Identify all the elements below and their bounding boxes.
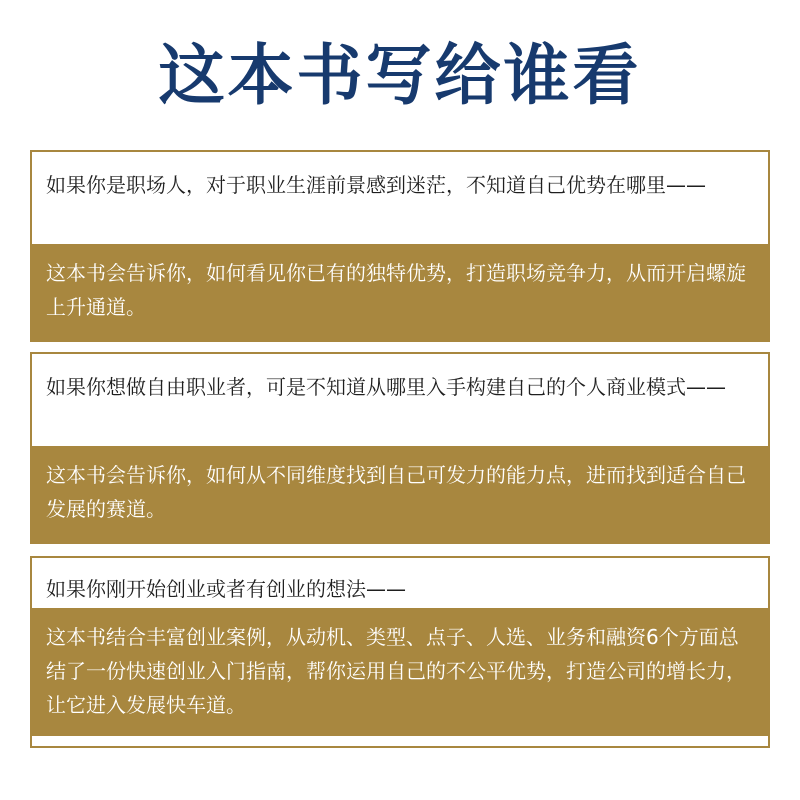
card-answer: 这本书会告诉你，如何看见你已有的独特优势，打造职场竞争力，从而开启螺旋上升通道。: [32, 244, 768, 342]
audience-card-freelancer: [30, 352, 770, 544]
card-answer: 这本书结合丰富创业案例，从动机、类型、点子、人选、业务和融资6个方面总结了一份快速创业入门指南，帮你运用自己的不公平优势，打造公司的增长力，让它进入发展快车道。: [32, 608, 768, 736]
audience-card-entrepreneur: [30, 556, 770, 748]
card-answer: 这本书会告诉你，如何从不同维度找到自己可发力的能力点，进而找到适合自己发展的赛道。: [32, 446, 768, 544]
card-question: 如果你是职场人，对于职业生涯前景感到迷茫，不知道自己优势在哪里——: [32, 152, 768, 244]
card-question: 如果你刚开始创业或者有创业的想法——: [32, 558, 768, 608]
page-title: 这本书写给谁看: [158, 37, 642, 114]
audience-card-career: [30, 150, 770, 342]
card-question: 如果你想做自由职业者，可是不知道从哪里入手构建自己的个人商业模式——: [32, 354, 768, 446]
